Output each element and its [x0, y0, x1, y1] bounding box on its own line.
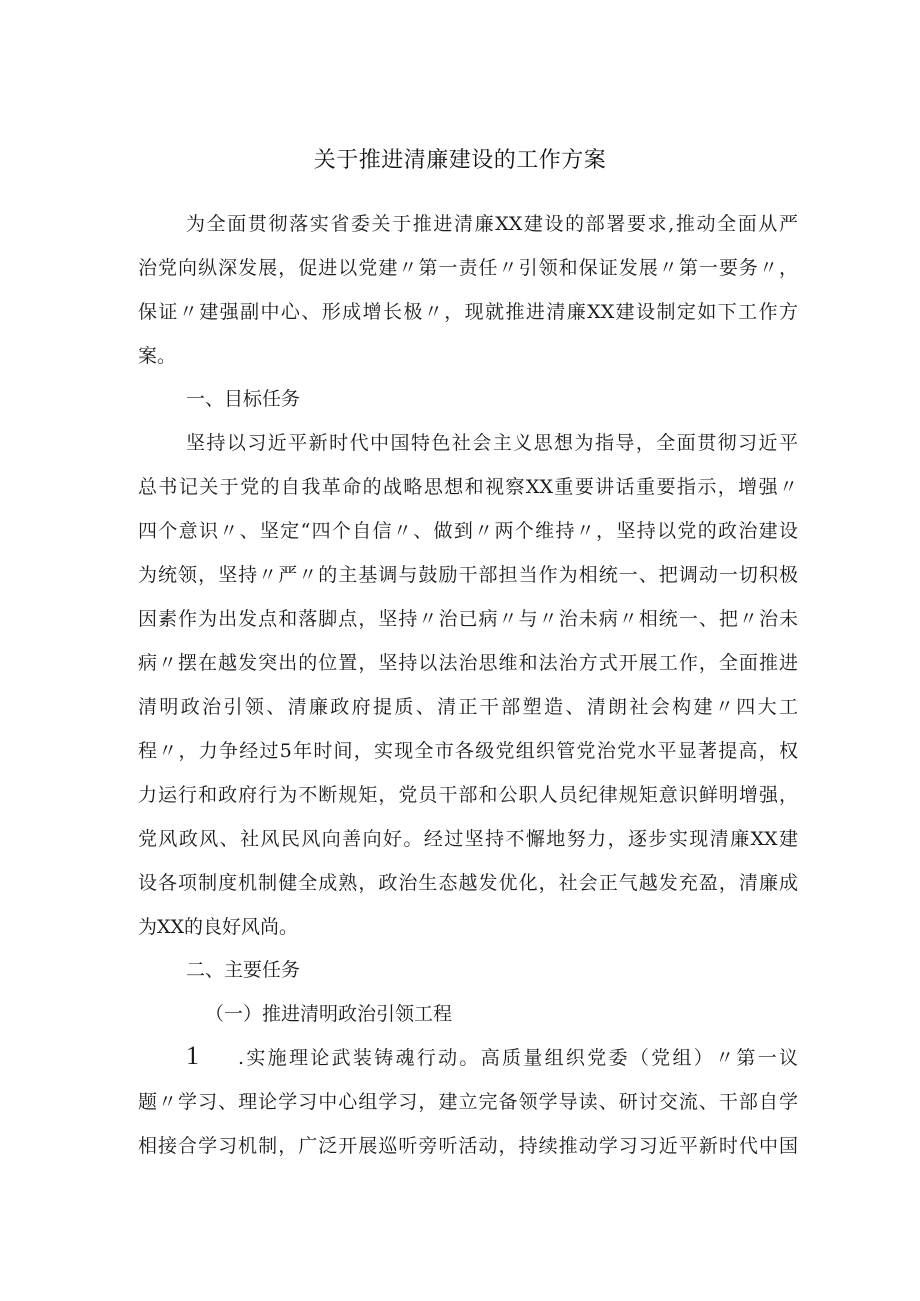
item1-line-3: 相接合学习机制，广泛开展巡听旁听活动，持续推动学习习近平新时代中国 — [138, 1135, 798, 1157]
section1-heading: 一、目标任务 — [186, 388, 301, 410]
section1-line-5: 因素作为出发点和落脚点，坚持〃治已病〃与〃治未病〃相统一、把〃治未 — [138, 608, 798, 630]
intro-line-1: 为全面贯彻落实省委关于推进清廉XX建设的部署要求,推动全面从严 — [186, 213, 798, 235]
section1-line-3: 四个意识〃、坚定“四个自信〃、做到〃两个维持〃，坚持以党的政治建设 — [138, 520, 798, 542]
section1-line-6: 病〃摆在越发突出的位置，坚持以法治思维和法治方式开展工作，全面推进 — [138, 652, 798, 674]
document-title: 关于推进清廉建设的工作方案 — [313, 148, 607, 173]
section1-line-4: 为统领，坚持〃严〃的主基调与鼓励干部担当作为相统一、把调动一切积极 — [138, 564, 798, 586]
item1-number: 1 — [186, 1041, 199, 1070]
section2-heading: 二、主要任务 — [186, 959, 301, 981]
section1-line-8: 程〃，力争经过5年时间，实现全市各级党组织管党治党水平显著提高，权 — [138, 740, 798, 762]
item1-line-2: 题〃学习、理论学习中心组学习，建立完备领学导读、研讨交流、干部自学 — [138, 1091, 798, 1113]
item1-line-1: .实施理论武装铸魂行动。高质量组织党委（党组）〃第一议 — [238, 1047, 798, 1069]
subsection1-heading: （一）推进清明政治引领工程 — [205, 1003, 453, 1025]
section1-line-11: 设各项制度机制健全成熟，政治生态越发优化，社会正气越发充盈，清廉成 — [138, 872, 798, 894]
section1-line-7: 清明政治引领、清廉政府提质、清正干部塑造、清朗社会构建〃四大工 — [138, 696, 798, 718]
section1-line-2: 总书记关于党的自我革命的战略思想和视察XX重要讲话重要指示，增强〃 — [138, 476, 798, 498]
section1-line-12: 为XX的良好风尚。 — [138, 916, 299, 938]
intro-line-4: 案。 — [138, 345, 177, 367]
intro-line-3: 保证〃建强副中心、形成增长极〃，现就推进清廉XX建设制定如下工作方 — [138, 301, 798, 323]
section1-line-9: 力运行和政府行为不断规矩，党员干部和公职人员纪律规矩意识鲜明增强， — [138, 784, 798, 806]
section1-line-1: 坚持以习近平新时代中国特色社会主义思想为指导，全面贯彻习近平 — [186, 432, 798, 454]
section1-line-10: 党风政风、社风民风向善向好。经过坚持不懈地努力，逐步实现清廉XX建 — [138, 828, 798, 850]
intro-line-2: 治党向纵深发展，促进以党建〃第一责任〃引领和保证发展〃第一要务〃， — [138, 257, 798, 279]
